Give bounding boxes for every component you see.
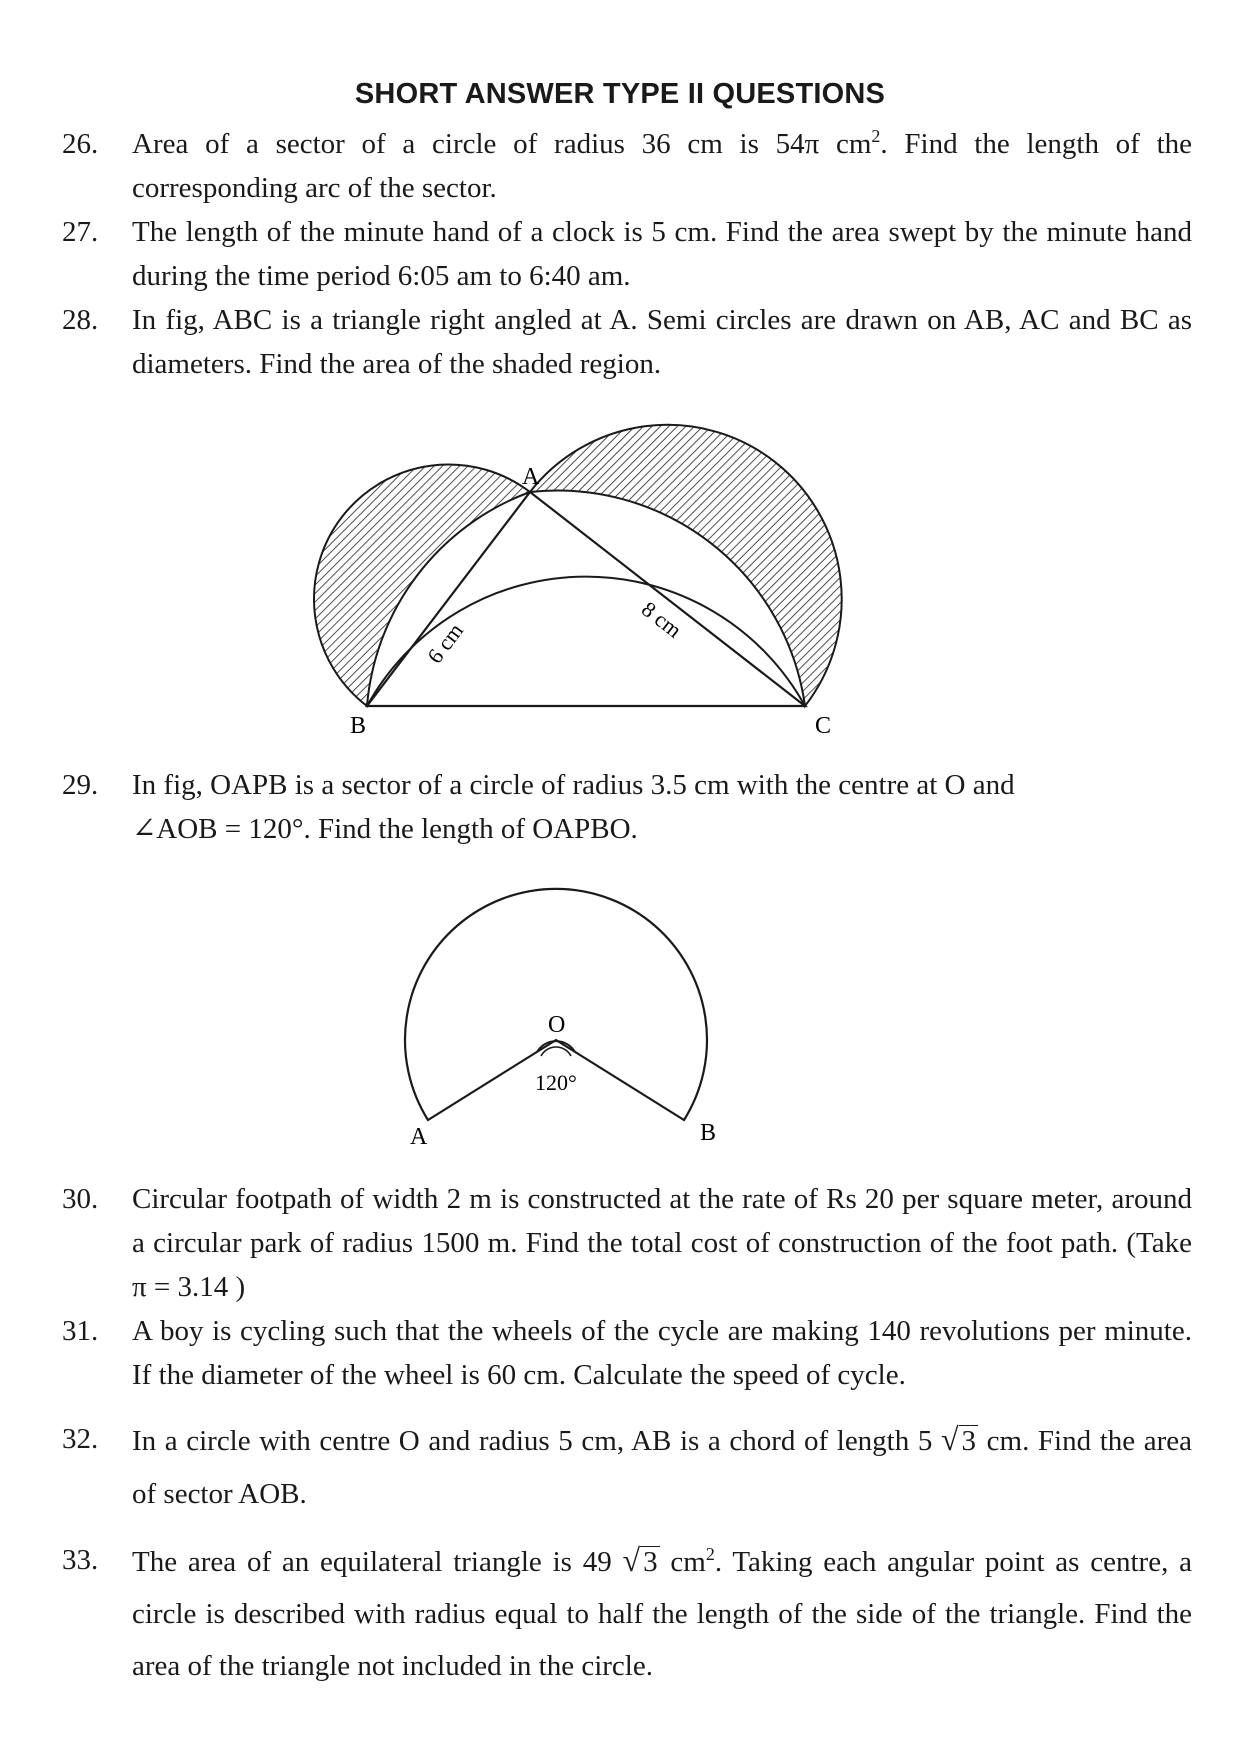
square-root: √ 3 bbox=[940, 1421, 977, 1457]
question-28 bbox=[62, 298, 1192, 386]
question-33 bbox=[62, 1534, 1192, 1692]
question-number: 31. bbox=[62, 1315, 99, 1347]
section-heading: SHORT ANSWER TYPE II QUESTIONS bbox=[354, 78, 886, 110]
question-number: 32. bbox=[62, 1423, 99, 1455]
square-root: √ 3 bbox=[622, 1542, 658, 1578]
question-text: Circular footpath of width 2 m is constructed at the rate of Rs 20 per square meter, around a circular park of radius 1500 m. Find the total cost of construction of the foot path. (Take π = 3.14 ) bbox=[132, 1183, 1192, 1303]
question-text: In a circle with centre O and radius 5 cm, AB is a chord of length 5 √ 3 cm. Find the area of sector AOB. bbox=[132, 1413, 1192, 1521]
question-number: 26. bbox=[62, 128, 99, 160]
figure-29-sector bbox=[380, 880, 740, 1160]
question-29 bbox=[62, 763, 1192, 851]
label-c: C bbox=[815, 713, 832, 739]
label-ab: 6 cm bbox=[422, 618, 469, 669]
question-number: 28. bbox=[62, 304, 99, 336]
label-ac: 8 cm bbox=[636, 596, 687, 643]
label-a: A bbox=[410, 1124, 428, 1150]
question-32 bbox=[62, 1413, 1192, 1521]
label-o: O bbox=[548, 1012, 566, 1038]
label-a: A bbox=[522, 464, 540, 490]
question-26 bbox=[62, 122, 1192, 210]
figure-28-semicircles bbox=[300, 395, 860, 745]
question-text: In fig, ABC is a triangle right angled at A. Semi circles are drawn on AB, AC and BC as diameters. Find the area of the shaded region. bbox=[132, 304, 1192, 380]
question-number: 27. bbox=[62, 216, 99, 248]
question-number: 30. bbox=[62, 1183, 99, 1215]
question-text: In fig, OAPB is a sector of a circle of radius 3.5 cm with the centre at O and ∠AOB = 120°. Find the length of OAPBO. bbox=[132, 769, 1015, 845]
question-text: Area of a sector of a circle of radius 36 cm is 54π $cm^2$. Find the length of the corresponding arc of the sector. bbox=[132, 126, 1192, 204]
question-27 bbox=[62, 210, 1192, 298]
question-31 bbox=[62, 1309, 1192, 1397]
label-b: B bbox=[700, 1120, 717, 1146]
question-number: 33. bbox=[62, 1544, 99, 1576]
question-30 bbox=[62, 1177, 1192, 1309]
question-number: 29. bbox=[62, 769, 99, 801]
question-text: The area of an equilateral triangle is 49 √ 3 $cm^2$. Taking each angular point as centre, a circle is described with radius equal to half the length of the side of the triangle. Find the area of the triangle not included in the circle. bbox=[132, 1534, 1192, 1692]
question-text: The length of the minute hand of a clock is 5 cm. Find the area swept by the minute hand during the time period 6:05 am to 6:40 am. bbox=[132, 216, 1192, 292]
question-text: A boy is cycling such that the wheels of the cycle are making 140 revolutions per minute. If the diameter of the wheel is 60 cm. Calculate the speed of cycle. bbox=[132, 1315, 1192, 1391]
label-b: B bbox=[350, 713, 367, 739]
label-angle: 120° bbox=[535, 1070, 577, 1095]
